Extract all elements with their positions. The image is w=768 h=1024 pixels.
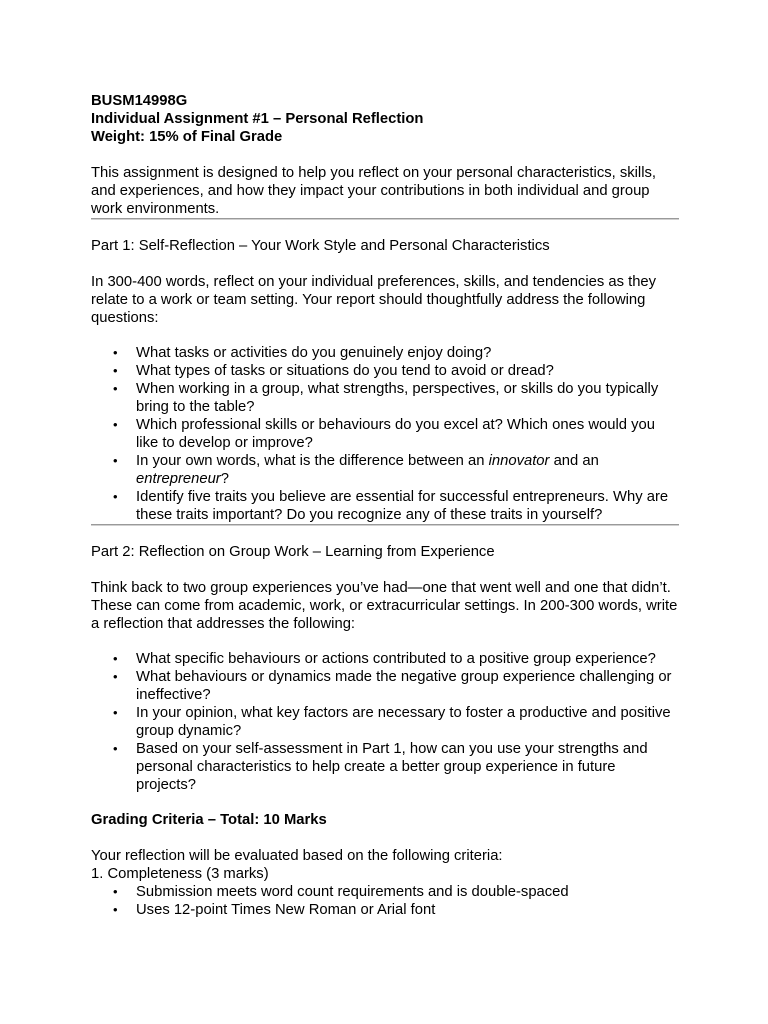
- criterion1-title: 1. Completeness (3 marks): [91, 866, 269, 882]
- question-text-part: In your own words, what is the difference between an: [136, 453, 489, 469]
- document-header: [91, 92, 679, 146]
- question-text-part: ?: [220, 471, 229, 487]
- grading-intro: Your reflection will be evaluated based on the following criteria:: [91, 848, 503, 864]
- document-content: [91, 92, 679, 919]
- assignment-title: Individual Assignment #1 – Personal Reflection: [91, 111, 424, 127]
- term-innovator: innovator: [488, 453, 550, 469]
- list-item: • What types of tasks or situations do you tend to avoid or dread?: [91, 362, 679, 380]
- list-item: • Which professional skills or behaviours do you excel at? Which ones would you like to develop or improve?: [91, 416, 679, 452]
- list-item: • Identify five traits you believe are essential for successful entrepreneurs. Why are these traits important? Do you recognize any of these traits in yourself?: [91, 488, 679, 524]
- term-entrepreneur: entrepreneur: [136, 471, 221, 487]
- list-item: • Based on your self-assessment in Part 1, how can you use your strengths and personal characteristics to help create a better group experience in future projects?: [91, 740, 679, 794]
- assignment-weight: Weight: 15% of Final Grade: [91, 129, 283, 145]
- list-item: • What specific behaviours or actions contributed to a positive group experience?: [91, 650, 679, 668]
- part1-body: In 300-400 words, reflect on your individual preferences, skills, and tendencies as they relate to a work or team setting. Your report should thoughtfully address the following questions:: [91, 274, 657, 326]
- grading-title: Grading Criteria – Total: 10 Marks: [91, 812, 327, 828]
- list-item: • When working in a group, what strengths, perspectives, or skills do you typically bring to the table?: [91, 380, 679, 416]
- intro-paragraph: This assignment is designed to help you reflect on your personal characteristics, skills, and experiences, and how they impact your contributions in both individual and group work environments.: [91, 165, 657, 217]
- list-item: • In your opinion, what key factors are necessary to foster a productive and positive group dynamic?: [91, 704, 679, 740]
- list-item: • Uses 12-point Times New Roman or Arial font: [91, 901, 679, 919]
- part1-title: Part 1: Self-Reflection – Your Work Style and Personal Characteristics: [91, 238, 550, 254]
- list-item: [91, 452, 679, 488]
- criterion1-list: [91, 883, 679, 919]
- course-code: BUSM14998G: [91, 93, 188, 109]
- part2-question-list: [91, 650, 679, 794]
- part2-title: Part 2: Reflection on Group Work – Learning from Experience: [91, 544, 495, 560]
- section-divider: [91, 218, 679, 220]
- section-divider: [91, 524, 679, 526]
- part2-body: Think back to two group experiences you’ve had—one that went well and one that didn’t. These can come from academic, work, or extracurricular settings. In 200-300 words, write a reflection that addresses the following:: [91, 580, 678, 632]
- list-item: • Submission meets word count requirements and is double-spaced: [91, 883, 679, 901]
- list-item: • What behaviours or dynamics made the negative group experience challenging or ineffective?: [91, 668, 679, 704]
- list-item: • What tasks or activities do you genuinely enjoy doing?: [91, 344, 679, 362]
- part1-question-list: [91, 344, 679, 524]
- question-text-part: and an: [549, 453, 599, 469]
